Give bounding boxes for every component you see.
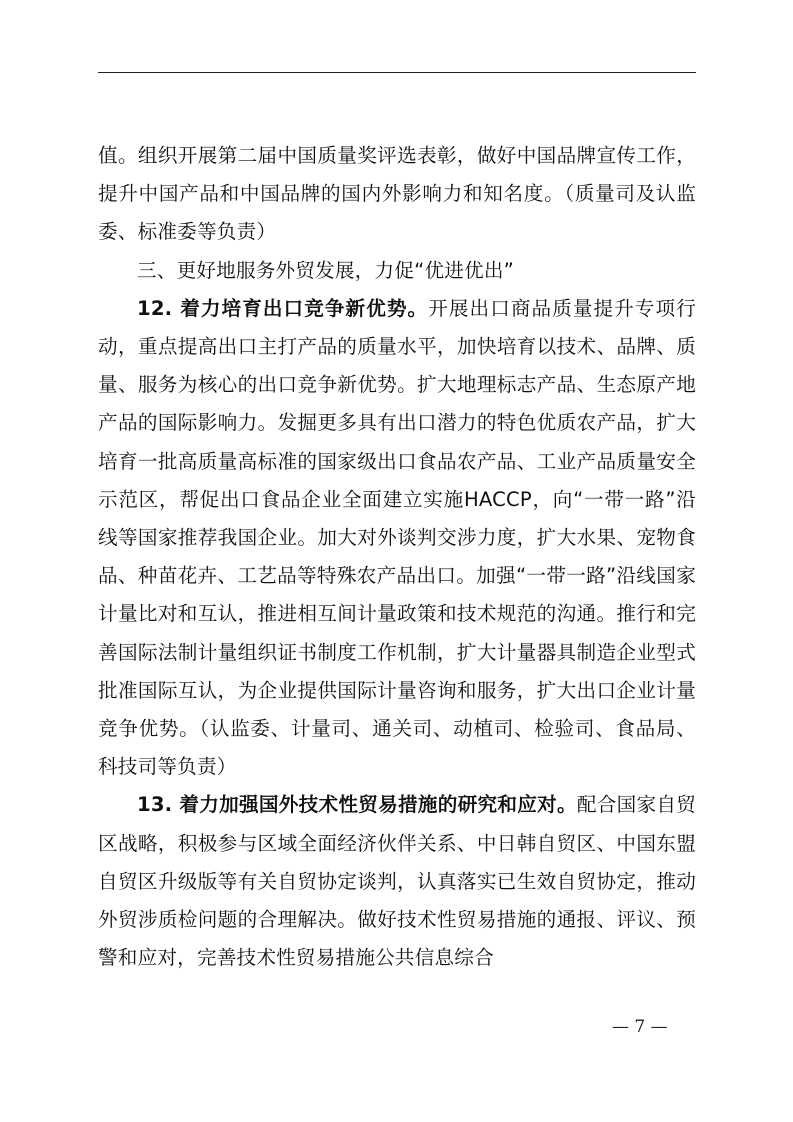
paragraph-text: 值。组织开展第二届中国质量奖评选表彰，做好中国品牌宣传工作，提升中国产品和中国品牌的国内外影响力和知名度。（质量司及认监委、标准委等负责） xyxy=(98,144,696,244)
paragraph-continuation xyxy=(98,137,696,252)
paragraph-text: 配合国家自贸区战略，积极参与区域全面经济伙伴关系、中日韩自贸区、中国东盟自贸区升级版等有关自贸协定谈判，认真落实已生效自贸协定，推动外贸涉质检问题的合理解决。做好技术性贸易措施的通报、评议、预警和应对，完善技术性贸易措施公共信息综合 xyxy=(98,793,696,970)
paragraph-lead: 13. 着力加强国外技术性贸易措施的研究和应对。 xyxy=(137,793,577,817)
document-body xyxy=(98,137,696,977)
paragraph-text: 三、更好地服务外贸发展，力促“优进优出” xyxy=(137,258,514,282)
header-rule xyxy=(98,72,696,73)
page-number: — 7 — xyxy=(612,1017,668,1037)
paragraph-item-13 xyxy=(98,786,696,977)
paragraph-item-12 xyxy=(98,290,696,787)
paragraph-text: 开展出口商品质量提升专项行动，重点提高出口主打产品的质量水平，加快培育以技术、品牌、质量、服务为核心的出口竞争新优势。扩大地理标志产品、生态原产地产品的国际影响力。发掘更多具有出口潜力的特色优质农产品，扩大培育一批高质量高标准的国家级出口食品农产品、工业产品质量安全示范区，帮促出口食品企业全面建立实施HACCP，向“一带一路”沿线等国家推荐我国企业。加大对外谈判交涉力度，扩大水果、宠物食品、种苗花卉、工艺品等特殊农产品出口。加强“一带一路”沿线国家计量比对和互认，推进相互间计量政策和技术规范的沟通。推行和完善国际法制计量组织证书制度工作机制，扩大计量器具制造企业型式批准国际互认，为企业提供国际计量咨询和服务，扩大出口企业计量竞争优势。（认监委、计量司、通关司、动植司、检验司、食品局、科技司等负责） xyxy=(98,296,696,779)
section-heading xyxy=(98,252,696,290)
paragraph-lead: 12. 着力培育出口竞争新优势。 xyxy=(137,296,429,320)
